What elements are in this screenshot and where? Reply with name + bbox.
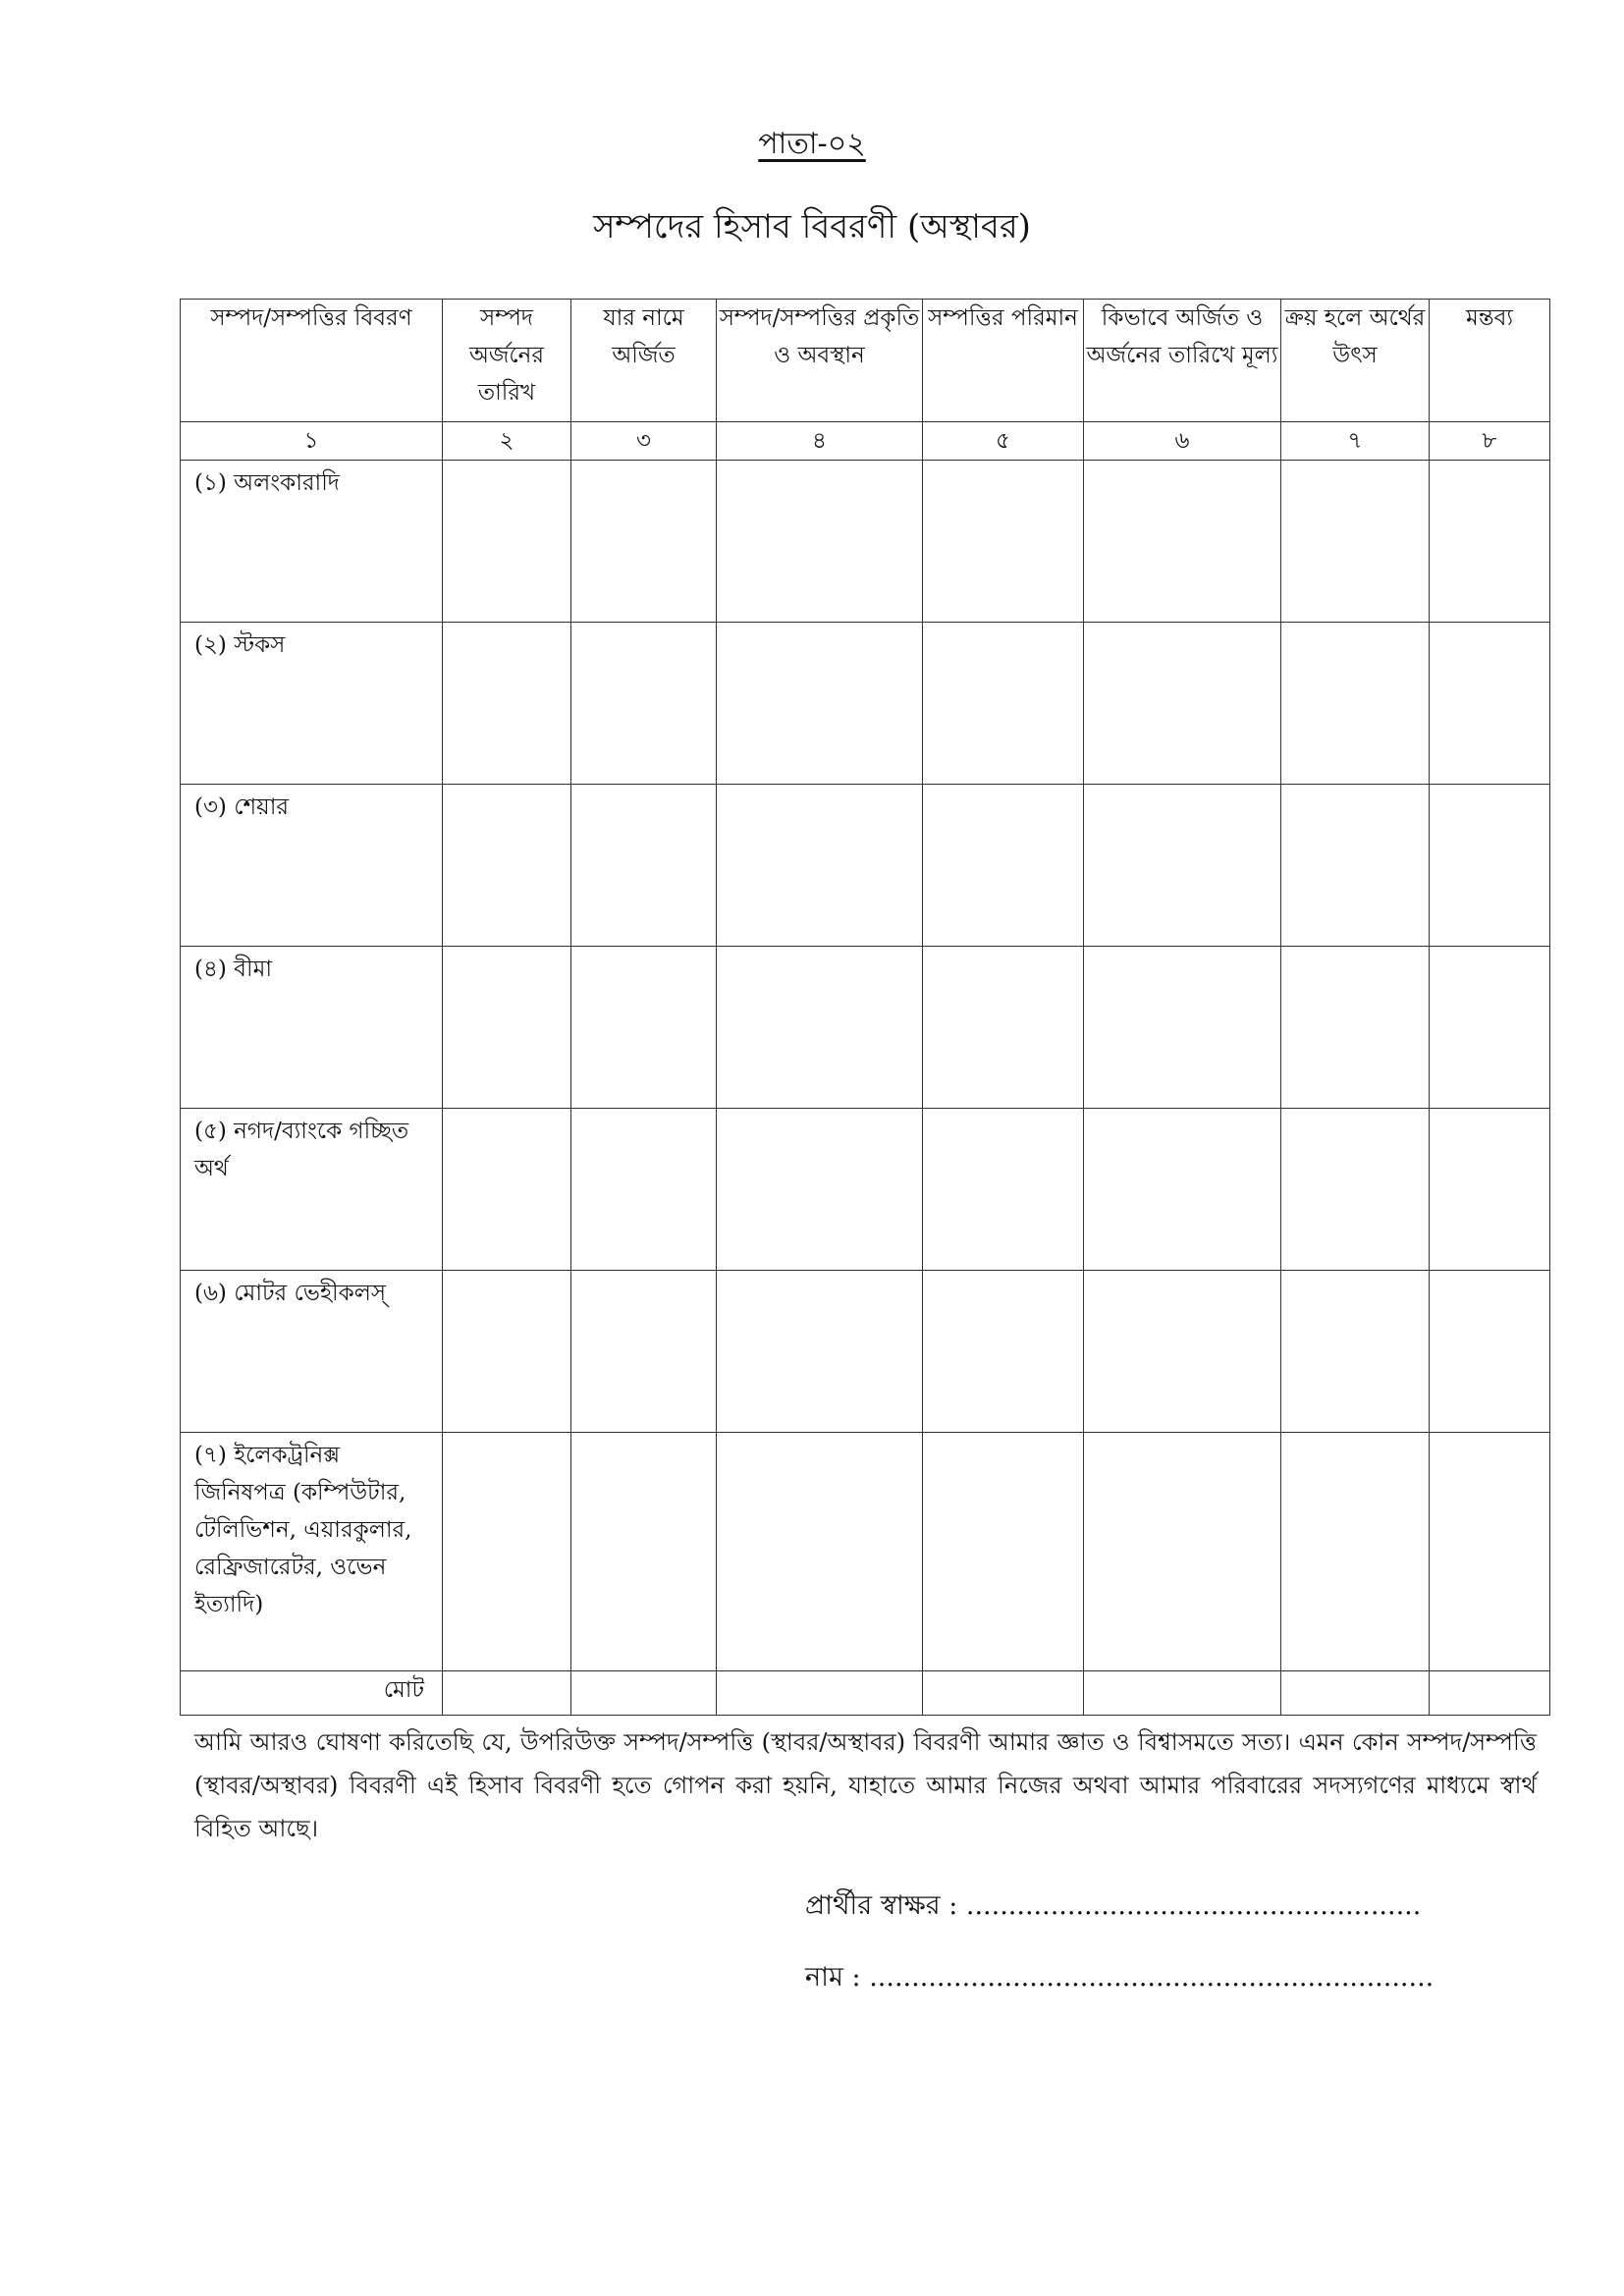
header-cell: কিভাবে অর্জিত ও অর্জনের তারিখে মূল্য [1084,300,1281,422]
item-label: (৬) মোটর ভেহীকলস্ [181,1271,443,1433]
empty-cell[interactable] [717,1433,923,1671]
table-row [181,461,1550,623]
empty-cell[interactable] [1084,1433,1281,1671]
header-cell: সম্পদ/সম্পত্তির প্রকৃতি ও অবস্থান [717,300,923,422]
column-number: ২ [443,422,571,461]
empty-cell[interactable] [443,1271,571,1433]
item-label: (৫) নগদ/ব্যাংকে গচ্ছিত অর্থ [181,1109,443,1271]
column-number: ৪ [717,422,923,461]
table-row [181,785,1550,947]
table-row [181,1109,1550,1271]
header-row [181,300,1550,422]
item-label: (২) স্টকস [181,623,443,785]
page-number-text: পাতা-০২ [758,127,866,161]
total-row [181,1671,1550,1716]
empty-cell[interactable] [1430,1109,1550,1271]
empty-cell[interactable] [1430,461,1550,623]
empty-cell[interactable] [1430,947,1550,1109]
empty-cell[interactable] [1084,785,1281,947]
empty-cell[interactable] [1430,1433,1550,1671]
empty-cell[interactable] [923,461,1084,623]
empty-cell[interactable] [571,947,717,1109]
empty-cell[interactable] [923,947,1084,1109]
empty-cell[interactable] [717,461,923,623]
empty-cell[interactable] [1084,623,1281,785]
empty-cell[interactable] [571,1109,717,1271]
column-number-row [181,422,1550,461]
header-cell: মন্তব্য [1430,300,1550,422]
name-line: নাম : ................................................................... [805,1962,1435,1993]
empty-cell[interactable] [1281,947,1430,1109]
empty-cell[interactable] [571,461,717,623]
column-number: ১ [181,422,443,461]
column-number: ৭ [1281,422,1430,461]
empty-cell[interactable] [571,623,717,785]
empty-cell[interactable] [1281,1109,1430,1271]
asset-table [180,299,1550,1716]
empty-cell[interactable] [1281,1271,1430,1433]
table-row [181,623,1550,785]
page-number [0,120,1624,170]
empty-cell[interactable] [1430,1671,1550,1716]
empty-cell[interactable] [1084,1109,1281,1271]
column-number: ৮ [1430,422,1550,461]
empty-cell[interactable] [443,623,571,785]
header-cell: যার নামে অর্জিত [571,300,717,422]
empty-cell[interactable] [1084,1271,1281,1433]
item-label: (৭) ইলেকট্রনিক্স জিনিষপত্র (কম্পিউটার, টেলিভিশন, এয়ারকুলার, রেফ্রিজারেটর, ওভেন ইত্যাদি) [181,1433,443,1671]
column-number: ৬ [1084,422,1281,461]
empty-cell[interactable] [923,1671,1084,1716]
empty-cell[interactable] [443,947,571,1109]
empty-cell[interactable] [923,1433,1084,1671]
empty-cell[interactable] [443,1433,571,1671]
table-row [181,947,1550,1109]
empty-cell[interactable] [717,1671,923,1716]
empty-cell[interactable] [571,785,717,947]
empty-cell[interactable] [1430,785,1550,947]
empty-cell[interactable] [1084,947,1281,1109]
column-number: ৫ [923,422,1084,461]
declaration-text: আমি আরও ঘোষণা করিতেছি যে, উপরিউক্ত সম্পদ/সম্পত্তি (স্থাবর/অস্থাবর) বিবরণী আমার জ্ঞাত ও বিশ্বাসমতে সত্য। এমন কোন সম্পদ/সম্পত্তি (স্থাবর/অস্থাবর) বিবরণী এই হিসাব বিবরণী হতে গোপন করা হয়নি, যাহাতে আমার নিজের অথবা আমার পরিবারের সদস্যগণের মাধ্যমে স্বার্থ বিহিত আছে। [194,1728,1537,1842]
total-label: মোট [181,1671,443,1716]
empty-cell[interactable] [443,461,571,623]
empty-cell[interactable] [1281,461,1430,623]
empty-cell[interactable] [923,1109,1084,1271]
empty-cell[interactable] [923,1271,1084,1433]
empty-cell[interactable] [1084,1671,1281,1716]
empty-cell[interactable] [1281,1671,1430,1716]
page-title: সম্পদের হিসাব বিবরণী (অস্থাবর) [593,207,1031,246]
empty-cell[interactable] [1430,623,1550,785]
header-cell: সম্পদ অর্জনের তারিখ [443,300,571,422]
empty-cell[interactable] [717,1271,923,1433]
empty-cell[interactable] [443,1109,571,1271]
empty-cell[interactable] [571,1433,717,1671]
empty-cell[interactable] [923,785,1084,947]
empty-cell[interactable] [1281,623,1430,785]
empty-cell[interactable] [1281,1433,1430,1671]
signature-line: প্রার্থীর স্বাক্ষর : ...................................................... [805,1890,1422,1921]
header-cell: সম্পদ/সম্পত্তির বিবরণ [181,300,443,422]
item-label: (৪) বীমা [181,947,443,1109]
header-cell: সম্পত্তির পরিমান [923,300,1084,422]
item-label: (১) অলংকারাদি [181,461,443,623]
item-label: (৩) শেয়ার [181,785,443,947]
empty-cell[interactable] [443,785,571,947]
empty-cell[interactable] [923,623,1084,785]
empty-cell[interactable] [571,1271,717,1433]
empty-cell[interactable] [1430,1271,1550,1433]
header-cell: ক্রয় হলে অর্থের উৎস [1281,300,1430,422]
empty-cell[interactable] [717,785,923,947]
empty-cell[interactable] [1084,461,1281,623]
empty-cell[interactable] [443,1671,571,1716]
empty-cell[interactable] [1281,785,1430,947]
table-row [181,1433,1550,1671]
empty-cell[interactable] [571,1671,717,1716]
column-number: ৩ [571,422,717,461]
empty-cell[interactable] [717,947,923,1109]
empty-cell[interactable] [717,1109,923,1271]
empty-cell[interactable] [717,623,923,785]
table-row [181,1271,1550,1433]
